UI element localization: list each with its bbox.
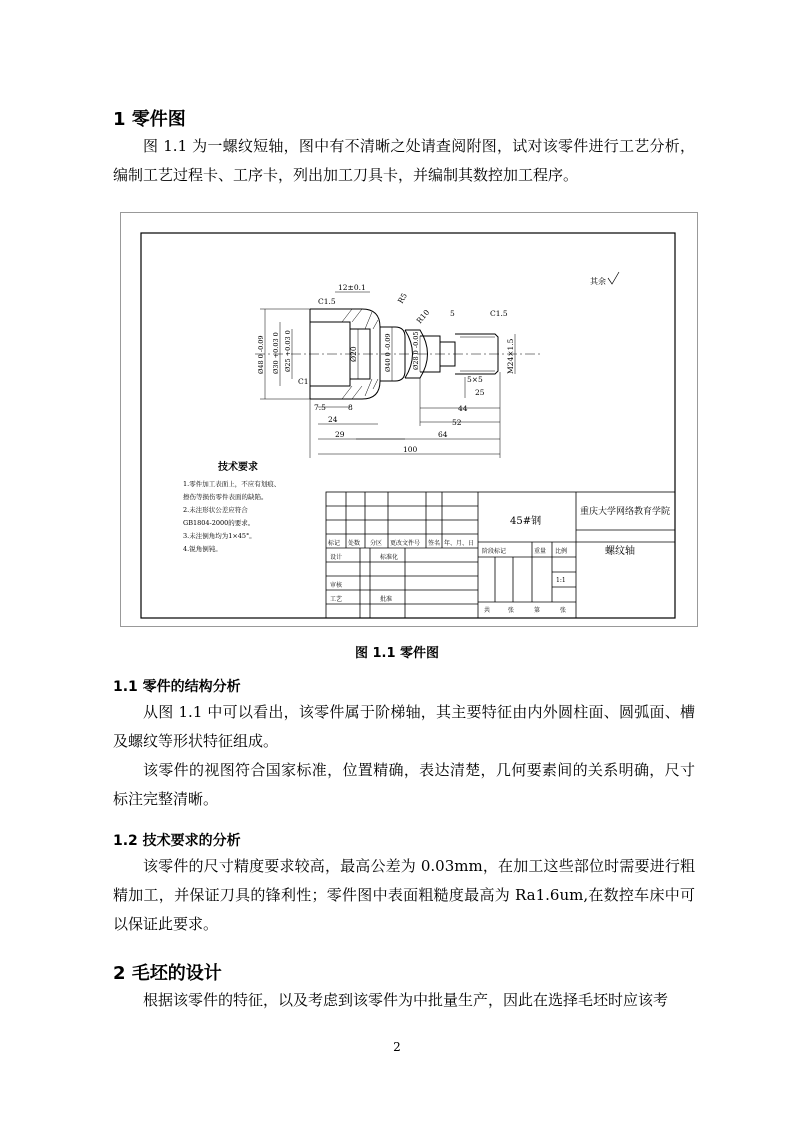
tb-review: 审核: [330, 582, 343, 589]
dim-29: 29: [335, 430, 345, 439]
tb-hdr-docno: 更改文件号: [390, 540, 421, 547]
section-heading-1-1: 1.1 零件的结构分析: [113, 679, 241, 695]
tb-page: 第: [534, 607, 541, 614]
dim-52: 52: [452, 418, 462, 427]
page-number: 2: [393, 1040, 401, 1054]
tb-hdr-date: 年、月、日: [444, 540, 475, 547]
tb-weight: 重量: [534, 548, 547, 555]
dim-c1: C1: [298, 377, 309, 386]
section-1-1-paragraph-1: 从图 1.1 中可以看出，该零件属于阶梯轴，其主要特征由内外圆柱面、圆弧面、槽及螺纹等形状特征组成。: [113, 703, 695, 750]
tb-sheet2: 张: [560, 607, 567, 614]
dim-100: 100: [403, 445, 418, 454]
tb-hdr-count: 处数: [348, 540, 361, 547]
dim-r5: R5: [395, 291, 409, 305]
tb-total: 共: [484, 607, 491, 614]
tech-line-4: GB1804-2000的要求。: [183, 519, 255, 527]
tb-org: 重庆大学网络教育学院: [580, 507, 671, 517]
dim-25: 25: [475, 388, 485, 397]
section-1-1-paragraph-2: 该零件的视图符合国家标准，位置精确，表达清楚，几何要素间的关系明确，尺寸标注完整清晰。: [113, 761, 695, 808]
section-1-1-body: [113, 698, 695, 814]
tech-req-lines: [183, 479, 280, 553]
section-1-2-body: [113, 852, 695, 939]
tech-line-5: 3.未注倒角均为1×45°。: [183, 532, 256, 540]
tech-line-3: 2.未注形状公差应符合: [183, 506, 248, 514]
dim-d20: Ø20: [349, 346, 358, 362]
dim-r10: R10: [414, 307, 432, 326]
roughness-symbol-icon: [608, 272, 619, 284]
dim-5: 5: [450, 309, 455, 318]
tb-hdr-sign: 签名: [428, 540, 441, 547]
dim-8: 8: [348, 403, 353, 412]
tb-process: 工艺: [330, 596, 343, 603]
figure-caption: 图 1.1 零件图: [354, 646, 440, 661]
tb-hdr-zone: 分区: [370, 540, 383, 547]
dim-d28: Ø28 0 -0.05: [412, 331, 420, 370]
dim-44: 44: [458, 404, 468, 413]
dim-m24: M24×1.5: [506, 338, 515, 374]
dim-d48: Ø48 0 -0.09: [257, 335, 265, 374]
dim-12: 12±0.1: [338, 283, 366, 292]
dim-d30: Ø30 +0.03 0: [272, 332, 280, 374]
roughness-note: 其余: [590, 277, 606, 286]
dim-c15-left: C1.5: [318, 297, 336, 306]
tb-material: 45#钢: [510, 516, 542, 527]
section-heading-2: 2 毛坯的设计: [113, 963, 222, 984]
section-1-2-paragraph-1: 该零件的尺寸精度要求较高，最高公差为 0.03mm，在加工这些部位时需要进行粗精加工，并保证刀具的锋利性；零件图中表面粗糙度最高为 Ra1.6um,在数控车床中可以保证此要求。: [113, 857, 695, 933]
dim-groove: 5×5: [467, 375, 483, 384]
tech-req-title: 技术要求: [218, 462, 258, 473]
tech-line-1: 1.零件加工表面上，不应有划痕、: [183, 480, 281, 488]
dim-d25: Ø25 +0.03 0: [284, 330, 292, 372]
dim-d40: Ø40 0 -0.09: [384, 333, 392, 372]
tb-scale: 比例: [555, 548, 568, 555]
tb-scale-value: 1:1: [556, 577, 566, 584]
dim-24: 24: [328, 415, 338, 424]
section-1-paragraph: 图 1.1 为一螺纹短轴，图中有不清晰之处请查阅附图，试对该零件进行工艺分析，编制工艺过程卡、工序卡，列出加工刀具卡，并编制其数控加工程序。: [113, 137, 695, 184]
tb-approve: 批准: [380, 596, 393, 603]
tech-line-6: 4.锐角倒钝。: [183, 545, 222, 553]
section-2-paragraph-1: 根据该零件的特征，以及考虑到该零件为中批量生产，因此在选择毛坯时应该考: [143, 991, 669, 1009]
section-heading-1: 1 零件图: [113, 109, 186, 130]
tb-part-name: 螺纹轴: [605, 546, 635, 557]
section-2-body: [113, 986, 695, 1015]
section-heading-1-2: 1.2 技术要求的分析: [113, 833, 241, 849]
part-drawing-figure: [120, 212, 698, 627]
dim-64: 64: [438, 430, 448, 439]
tb-stage-mark: 阶段标记: [482, 548, 507, 555]
dim-c15-right: C1.5: [490, 309, 508, 318]
tb-sheet: 张: [508, 607, 515, 614]
engineering-drawing: [120, 212, 698, 627]
tb-hdr-mark: 标记: [328, 540, 341, 547]
tb-design: 设计: [330, 554, 343, 561]
tb-standard: 标准化: [380, 554, 399, 561]
dim-7-5: 7.5: [314, 403, 326, 412]
tech-line-2: 擦伤等损伤零件表面的缺陷。: [183, 493, 268, 501]
